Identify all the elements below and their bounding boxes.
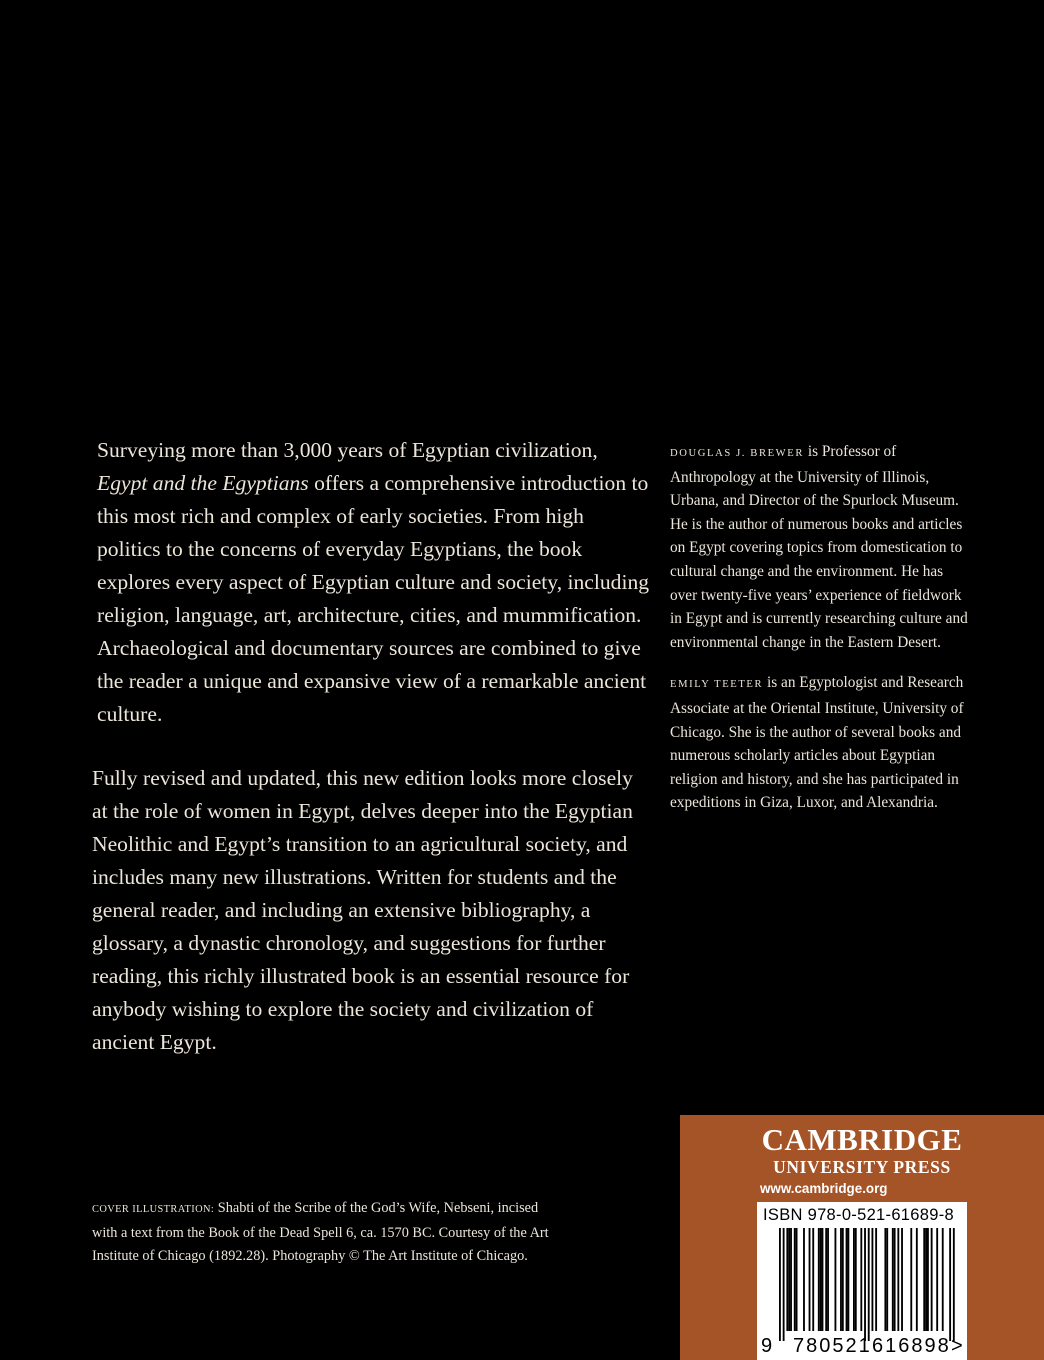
- barcode-bar: [783, 1228, 785, 1341]
- barcode-first-digit: 9: [761, 1335, 773, 1357]
- barcode-bar: [790, 1228, 792, 1331]
- barcode-bar: [886, 1228, 888, 1331]
- barcode-bar: [901, 1228, 903, 1331]
- barcode-bar: [840, 1228, 842, 1331]
- barcode-bar: [803, 1228, 805, 1331]
- barcode-bar: [818, 1228, 820, 1331]
- barcode-bar: [860, 1228, 862, 1331]
- barcode-bar: [875, 1228, 877, 1331]
- cover-illustration-credit: [92, 1197, 552, 1267]
- publisher-url: www.cambridge.org: [760, 1181, 888, 1196]
- barcode-bar: [897, 1228, 899, 1331]
- isbn-barcode: [757, 1202, 967, 1360]
- barcode-bar: [927, 1228, 929, 1331]
- barcode-bar: [825, 1228, 827, 1331]
- barcode-end-mark: >: [951, 1335, 963, 1357]
- barcode-bar: [949, 1228, 951, 1341]
- description-paragraph-1-rest: offers a comprehensive introduction to this most rich and complex of early societies. From high politics to the concerns of everyday Egyptians, the book explores every aspect of Egyptian culture and society, including religion, language, art, architecture, cities, and mummification. Archaeological and documentary sources are combined to give the reader a unique and expansive view of a remarkable ancient culture.: [97, 471, 650, 726]
- author-bios: [670, 440, 970, 815]
- description-paragraph-2: Fully revised and updated, this new edition looks more closely at the role of women in Egypt, delves deeper into the Egyptian Neolithic and Egypt’s transition to an agricultural society, and includes many new illustrations. Written for students and the general reader, and including an extensive bibliography, a glossary, a dynastic chronology, and suggestions for further reading, this richly illustrated book is an essential resource for anybody wishing to explore the society and civilization of ancient Egypt.: [92, 766, 633, 1054]
- publisher-logo-name: CAMBRIDGE: [761, 1122, 963, 1157]
- barcode-bar: [936, 1228, 938, 1331]
- barcode-bar: [868, 1228, 870, 1341]
- barcode-bar: [884, 1228, 886, 1331]
- barcode-bar: [822, 1228, 824, 1331]
- author-bio-text: is Professor of Anthropology at the University of Illinois, Urbana, and Director of the Spurlock Museum. He is the author of numerous books and articles on Egypt covering topics from domestication to cultural change and the environment. He has over twenty-five years’ experience of fieldwork in Egypt and is currently researching culture and environmental change in the Eastern Desert.: [670, 443, 968, 651]
- barcode-bar: [923, 1228, 925, 1331]
- barcode-bar: [786, 1228, 788, 1331]
- barcode-bar: [855, 1228, 857, 1331]
- cover-credit-label: COVER ILLUSTRATION:: [92, 1204, 215, 1215]
- barcode-bar: [892, 1228, 894, 1331]
- barcode-bar: [864, 1228, 866, 1341]
- author-name: EMILY TEETER: [670, 679, 764, 691]
- book-description: [92, 434, 652, 1059]
- barcode-bar: [853, 1228, 855, 1331]
- barcode-bar: [916, 1228, 918, 1331]
- author-name: DOUGLAS J. BREWER: [670, 448, 805, 459]
- barcode-bar: [910, 1228, 912, 1331]
- barcode-bar: [812, 1228, 814, 1331]
- barcode-bar: [794, 1228, 796, 1331]
- barcode-bar: [779, 1228, 781, 1341]
- publisher-logo-subtitle: UNIVERSITY PRESS: [773, 1157, 951, 1177]
- author-bio-teeter: [670, 671, 970, 815]
- barcode-bar: [827, 1228, 829, 1331]
- barcode-bar: [925, 1228, 927, 1331]
- barcode-bar: [846, 1228, 848, 1331]
- isbn-label: ISBN 978-0-521-61689-8: [763, 1206, 954, 1224]
- barcode-bar: [894, 1228, 896, 1331]
- barcode-graphic: [757, 1202, 967, 1360]
- barcode-bar: [835, 1228, 837, 1331]
- author-bio-text: is an Egyptologist and Research Associate at the Oriental Institute, University of Chicago. She is the author of several books and numerous scholarly articles about Egyptian religion and history, and she has participated in expeditions in Giza, Luxor, and Alexandria.: [670, 674, 964, 812]
- cover-credit-text: Shabti of the Scribe of the God’s Wife, Nebseni, incised with a text from the Book of the Dead Spell 6, ca. 1570 BC. Courtesy of the Art Institute of Chicago (1892.28). Photography © The Art Institute of Chicago.: [92, 1200, 549, 1264]
- barcode-bar: [796, 1228, 798, 1331]
- barcode-bar: [842, 1228, 844, 1331]
- barcode-bar: [809, 1228, 811, 1331]
- description-paragraph-1: [92, 434, 652, 731]
- book-title-italic: Egypt and the Egyptians: [97, 471, 309, 495]
- author-bio-brewer: [670, 440, 970, 654]
- publisher-panel: [680, 1115, 1044, 1360]
- barcode-bar: [872, 1228, 874, 1331]
- barcode-right-digits: 616898: [872, 1335, 951, 1357]
- barcode-bar: [788, 1228, 790, 1331]
- barcode-bar: [847, 1228, 849, 1331]
- barcode-bar: [820, 1228, 822, 1331]
- barcode-bar: [931, 1228, 933, 1331]
- barcode-bar: [942, 1228, 944, 1331]
- description-lead-text: Surveying more than 3,000 years of Egyptian civilization,: [97, 438, 598, 462]
- barcode-bar: [953, 1228, 955, 1341]
- barcode-left-digits: 780521: [793, 1335, 872, 1357]
